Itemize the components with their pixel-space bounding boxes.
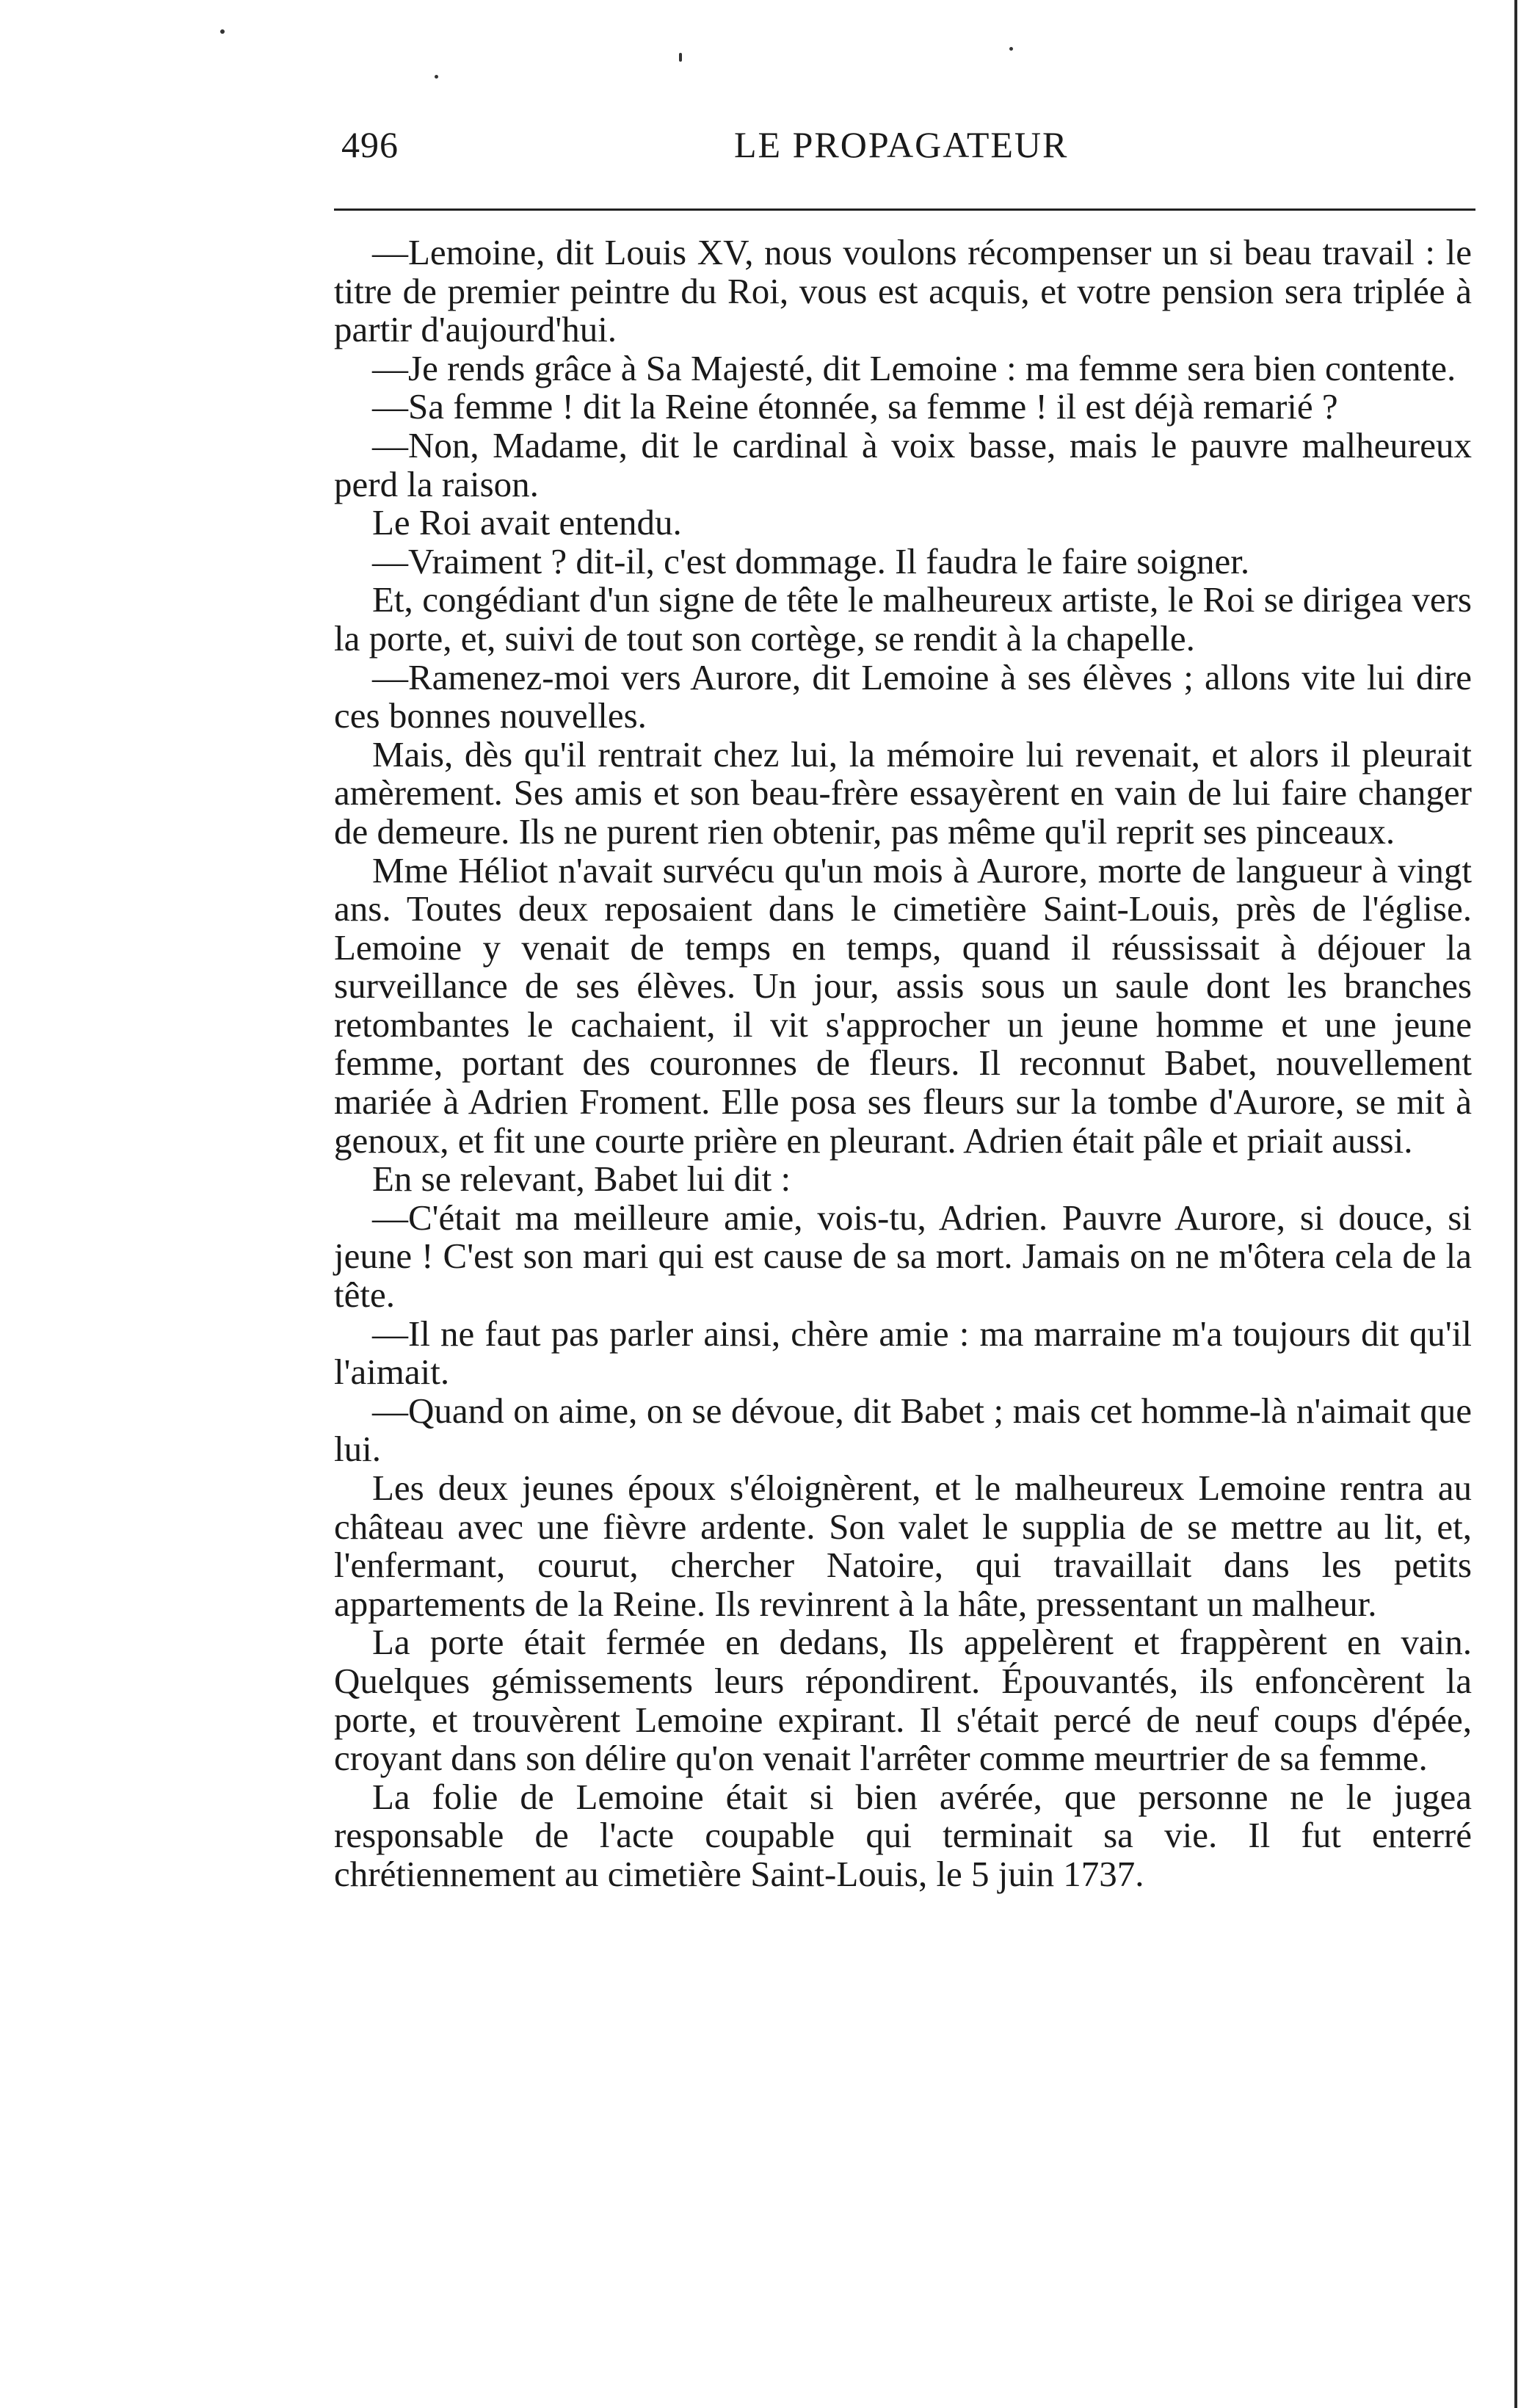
paragraph: En se relevant, Babet lui dit : <box>372 1158 791 1200</box>
scan-speck <box>679 53 682 62</box>
paragraph: Les deux jeunes époux s'éloignèrent, et le malheureux Lemoine rentra au château avec une fièvre ardente. Son valet le supplia de se mettre au lit, et, l'enfermant, courut, chercher Natoire, qui travaillait dans les petits appartements de la Reine. Ils revinrent à la hâte, pressentant un malheur. <box>334 1468 1472 1624</box>
paragraph: —Non, Madame, dit le cardinal à voix basse, mais le pauvre malheureux perd la raison. <box>334 424 1472 504</box>
paragraph: —Je rends grâce à Sa Majesté, dit Lemoine : ma femme sera bien contente. <box>372 347 1456 388</box>
scan-speck <box>1009 47 1013 51</box>
scan-speck <box>220 29 225 34</box>
paragraph: La folie de Lemoine était si bien avérée, que personne ne le jugea responsable de l'acte coupable qui terminait sa vie. Il fut enterré chrétiennement au cimetière Saint-Louis, le 5 juin 1737. <box>334 1776 1472 1894</box>
paragraph: La porte était fermée en dedans, Ils appelèrent et frappèrent en vain. Quelques gémissements leurs répondirent. Épouvantés, ils enfoncèrent la porte, et trouvèrent Lemoine expirant. Il s'était percé de neuf coups d'épée, croyant dans son délire qu'on venait l'arrêter comme meurtrier de sa femme. <box>334 1622 1472 1779</box>
header-rule <box>334 208 1475 211</box>
paragraph: —Quand on aime, on se dévoue, dit Babet ; mais cet homme-là n'aimait que lui. <box>334 1390 1472 1470</box>
paragraph: —Ramenez-moi vers Aurore, dit Lemoine à ses élèves ; allons vite lui dire ces bonnes nouvelles. <box>334 656 1472 736</box>
paragraph: —Il ne faut pas parler ainsi, chère amie : ma marraine m'a toujours dit qu'il l'aimait. <box>334 1313 1472 1393</box>
page-edge-line <box>1514 0 1517 2408</box>
body-text <box>334 233 1472 1894</box>
page-header <box>334 123 1472 182</box>
scan-speck <box>435 75 438 79</box>
paragraph: —C'était ma meilleure amie, vois-tu, Adrien. Pauvre Aurore, si douce, si jeune ! C'est son mari qui est cause de sa mort. Jamais on ne m'ôtera cela de la tête. <box>334 1197 1472 1316</box>
paragraph: Et, congédiant d'un signe de tête le malheureux artiste, le Roi se dirigea vers la porte, et, suivi de tout son cortège, se rendit à la chapelle. <box>334 579 1472 659</box>
page-number: 496 <box>341 124 399 165</box>
paragraph: —Sa femme ! dit la Reine étonnée, sa femme ! il est déjà remarié ? <box>372 386 1338 427</box>
running-head: LE PROPAGATEUR <box>734 124 1069 165</box>
paragraph: Mme Héliot n'avait survécu qu'un mois à Aurore, morte de langueur à vingt ans. Toutes deux reposaient dans le cimetière Saint-Louis, près de l'église. Lemoine y venait de temps en temps, quand il réussissait à déjouer la surveillance de ses élèves. Un jour, assis sous un saule dont les branches retombantes le cachaient, il vit s'approcher un jeune homme et une jeune femme, portant des couronnes de fleurs. Il reconnut Babet, nouvellement mariée à Adrien Froment. Elle posa ses fleurs sur la tombe d'Aurore, se mit à genoux, et fit une courte prière en pleurant. Adrien était pâle et priait aussi. <box>334 849 1472 1161</box>
paragraph: —Lemoine, dit Louis XV, nous voulons récompenser un si beau travail : le titre de premier peintre du Roi, vous est acquis, et votre pension sera triplée à partir d'aujourd'hui. <box>334 232 1472 350</box>
paragraph: —Vraiment ? dit-il, c'est dommage. Il faudra le faire soigner. <box>372 540 1250 581</box>
paragraph: Le Roi avait entendu. <box>372 502 682 543</box>
paragraph: Mais, dès qu'il rentrait chez lui, la mémoire lui revenait, et alors il pleurait amèrement. Ses amis et son beau-frère essayèrent en vain de lui faire changer de demeure. Ils ne purent rien obtenir, pas même qu'il reprit ses pinceaux. <box>334 733 1472 852</box>
